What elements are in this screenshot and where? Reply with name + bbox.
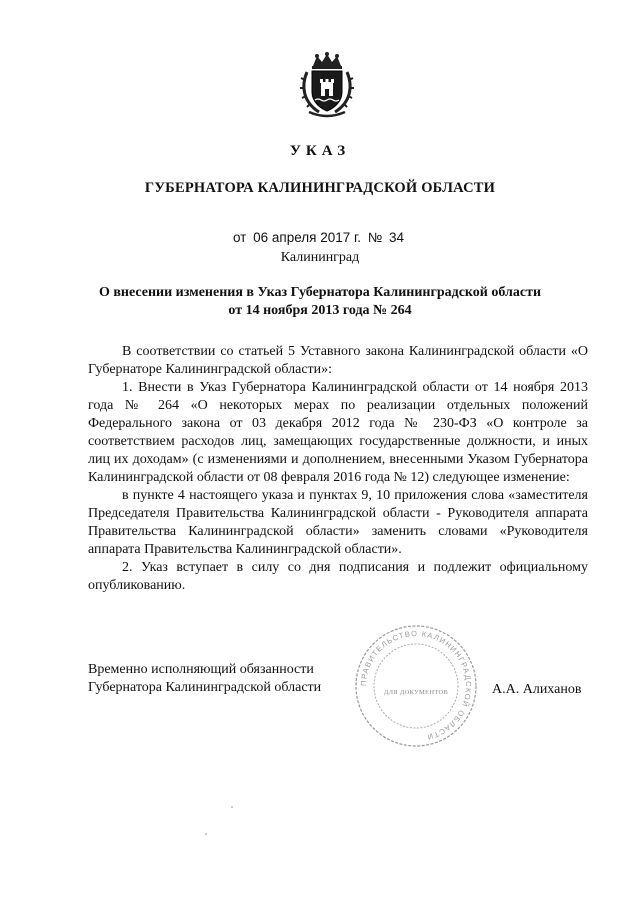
date-prefix: от — [232, 230, 247, 245]
document-city: Калининград — [280, 250, 360, 265]
document-issuer: ГУБЕРНАТОРА КАЛИНИНГРАДСКОЙ ОБЛАСТИ — [144, 180, 496, 196]
paragraph-item-1-change: в пункте 4 настоящего указа и пунктах 9, 10 приложения слова «заместителя Председателя Правительства Калининградской области - Руководителя аппарата Правительства Калининградской области» заменить словами «Руководителя аппарата Правительства Калининградской области». — [88, 488, 588, 557]
position-line-2: Губернатора Калининградской области — [88, 680, 322, 695]
scan-speck — [231, 806, 233, 808]
coat-of-arms-icon — [299, 52, 355, 118]
stamp-center-text: ДЛЯ ДОКУМЕНТОВ — [383, 689, 449, 696]
signatory-position — [88, 661, 358, 697]
paragraph-item-2: 2. Указ вступает в силу со дня подписания и подлежит официальному опубликованию. — [88, 560, 588, 593]
official-stamp — [352, 622, 480, 750]
stamp-ring-text: ПРАВИТЕЛЬСТВО КАЛИНИНГРАДСКОЙ ОБЛАСТИ — [358, 628, 474, 742]
date-number-line — [0, 230, 640, 245]
document-type: УКАЗ — [289, 143, 351, 159]
paragraph-item-1: 1. Внести в Указ Губернатора Калининградской области от 14 ноября 2013 года № 264 «О некоторых мерах по реализации отдельных положений Федерального закона от 03 декабря 2012 года № 230-ФЗ «О контроле за соответствием расходов лиц, замещающих государственные должности, и иных лиц их доходам» (с изменениями и дополнением, внесенными Указом Губернатора Калининградской области от 08 февраля 2016 года № 12) следующее изменение: — [88, 380, 588, 485]
position-line-1: Временно исполняющий обязанности — [88, 662, 314, 677]
title-line-1: О внесении изменения в Указ Губернатора Калининградской области — [98, 285, 542, 300]
signatory-name: А.А. Алиханов — [492, 682, 582, 697]
scan-speck — [205, 833, 207, 835]
svg-text:ПРАВИТЕЛЬСТВО КАЛИНИНГРАДСКОЙ — [359, 629, 473, 742]
document-body — [88, 343, 588, 595]
document-title — [80, 284, 560, 320]
document-date: 06 апреля 2017 г. — [253, 230, 362, 245]
document-number: 34 — [389, 230, 405, 245]
number-sign: № — [367, 230, 383, 245]
paragraph-preamble: В соответствии со статьей 5 Уставного закона Калининградской области «О Губернаторе Калининградской области»: — [88, 344, 588, 377]
title-line-2: от 14 ноября 2013 года № 264 — [228, 303, 412, 318]
